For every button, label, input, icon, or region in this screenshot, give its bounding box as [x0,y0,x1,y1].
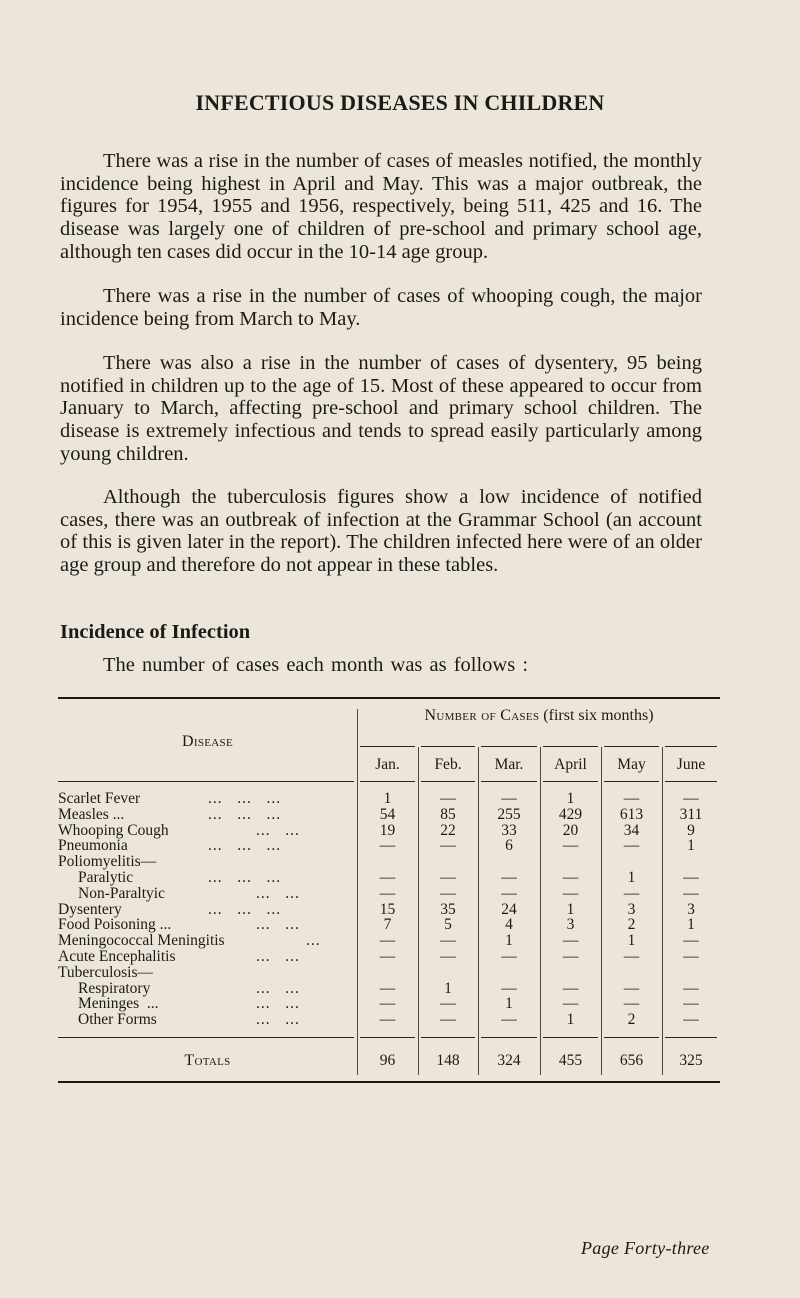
case-count: 4 [505,916,513,934]
leader-dots: ... ... [256,995,300,1013]
case-count: — [501,947,517,965]
case-count: 3 [566,916,575,934]
leader-dots: ... ... [256,1011,300,1029]
paragraph-text: There was a rise in the number of cases of whooping cough, the major incidence being from March to May. [60,285,702,330]
case-count: — [683,979,699,997]
disease-label: Acute Encephalitis [58,947,176,965]
total-value: 148 [436,1052,460,1069]
table-row [58,886,720,902]
case-count: — [440,790,456,807]
leader-dots: ... ... ... [208,868,282,886]
totals-rule [360,1037,415,1038]
table-row [58,791,720,807]
month-header: Jan. [375,756,400,773]
header-rule [360,781,415,782]
leader-dots: ... ... [256,884,300,902]
case-count: — [562,947,579,965]
case-count: — [501,1011,517,1029]
header-number-of-cases [358,707,720,725]
disease-label: Measles ... [58,805,125,823]
case-count: 1 [687,916,695,934]
case-count: 429 [558,805,583,823]
case-count: — [623,979,640,997]
case-count: — [440,868,456,886]
column-divider [540,747,541,1075]
total-value: 455 [558,1052,583,1069]
table-intro: The number of cases each month was as follows : [103,654,529,676]
total-value: 324 [497,1052,521,1069]
case-count: — [440,995,456,1013]
paragraph-measles [60,150,702,264]
case-count: — [379,884,396,902]
totals-rule [604,1037,659,1038]
header-rule [58,781,354,782]
case-count: 33 [501,821,517,839]
case-count: — [683,884,699,902]
paragraph-whooping-cough [60,285,702,330]
case-count: — [623,884,640,902]
disease-label: Scarlet Fever [58,790,141,807]
case-count: 6 [505,837,513,855]
case-count: — [623,947,640,965]
case-count: 3 [627,900,636,918]
case-count: 54 [379,805,396,823]
case-count: — [562,837,579,855]
case-count: — [501,868,517,886]
leader-dots: ... ... ... [208,900,282,918]
disease-label: Poliomyelitis— [58,853,157,871]
case-count: — [379,868,396,886]
case-count: 1 [505,932,513,950]
case-count: 1 [383,790,392,807]
month-header: May [617,756,646,773]
table-top-rule [58,697,720,699]
disease-label: Food Poisoning ... [58,916,172,934]
case-count: — [683,868,699,886]
case-count: 15 [379,900,396,918]
case-count: 85 [440,805,456,823]
table-row [58,838,720,854]
case-count: 20 [562,821,579,839]
total-value: 656 [619,1052,644,1069]
month-header: Feb. [434,756,462,773]
case-count: 311 [679,805,703,823]
page-number: Page Forty-three [581,1238,710,1258]
column-divider [662,747,663,1075]
case-count: — [501,884,517,902]
case-count: — [623,790,640,807]
case-count: — [562,868,579,886]
leader-dots: ... [306,932,321,950]
header-rule [481,746,537,747]
totals-rule [481,1037,537,1038]
disease-label: Respiratory [78,979,151,997]
header-rule [543,781,598,782]
paragraph-text: There was also a rise in the number of cases of dysentery, 95 being notified in children up to the age of 15. Most of these appeared to occur from January to March, affecting pre-school and primary school children. The disease is extremely infectious and tends to spread easily particularly among young children. [60,352,702,465]
case-count: 1 [627,868,636,886]
case-count: — [683,995,699,1013]
disease-label: Meninges ... [78,995,159,1013]
paragraph-dysentery [60,352,702,466]
case-count: 1 [566,900,575,918]
case-count: 1 [566,1011,575,1029]
case-count: — [562,979,579,997]
column-divider [601,747,602,1075]
case-count: 5 [444,916,452,934]
case-count: — [562,932,579,950]
case-count: 613 [619,805,644,823]
case-count: — [379,995,396,1013]
table-row [58,823,720,839]
case-count: 2 [627,916,636,934]
case-count: 7 [383,916,392,934]
disease-label: Tuberculosis— [58,963,154,981]
totals-rule [665,1037,717,1038]
header-rule [360,746,415,747]
table-row [58,807,720,823]
disease-label: Meningococcal Meningitis [58,932,225,950]
table-bottom-rule [58,1081,720,1083]
paragraph-tuberculosis [60,486,702,577]
case-count: — [501,790,517,807]
case-count: 9 [687,821,695,839]
case-count: 1 [627,932,636,950]
table-row [58,902,720,918]
case-count: 2 [627,1011,636,1029]
month-header: Mar. [494,756,524,773]
leader-dots: ... ... ... [208,805,282,823]
total-value: 96 [379,1052,396,1069]
case-count: 3 [687,900,695,918]
totals-rule [543,1037,598,1038]
column-divider [418,747,419,1075]
case-count: — [440,947,456,965]
case-count: — [440,884,456,902]
case-count: — [683,790,699,807]
case-count: 1 [687,837,695,855]
disease-label: Pneumonia [58,837,128,855]
paragraph-text: There was a rise in the number of cases of measles notified, the monthly incidence being highest in April and May. This was a major outbreak, the figures for 1954, 1955 and 1956, respectively, being 511, 425 and 16. The disease was largely one of children of pre-school and primary school age, although ten cases did occur in the 10-14 age group. [60,150,702,263]
table-row [58,981,720,997]
column-divider [357,709,358,1075]
column-divider [478,747,479,1075]
header-disease: Disease [182,733,233,750]
case-count: 34 [623,821,640,839]
table-row [58,996,720,1012]
month-header: June [676,756,706,773]
header-rule [421,781,475,782]
cases-table [58,697,720,1087]
header-group-suffix: (first six months) [539,707,654,724]
case-count: — [440,1011,456,1029]
case-count: 1 [444,979,452,997]
leader-dots: ... ... [256,979,300,997]
disease-label: Dysentery [58,900,122,918]
header-rule [604,781,659,782]
month-header: April [554,756,587,773]
case-count: — [379,979,396,997]
case-count: 35 [440,900,456,918]
case-count: 24 [501,900,517,918]
totals-rule [421,1037,475,1038]
case-count: — [379,947,396,965]
header-rule [665,781,717,782]
case-count: 255 [497,805,521,823]
leader-dots: ... ... ... [208,837,282,855]
table-row [58,965,720,981]
table-row [58,1012,720,1028]
table-row [58,949,720,965]
disease-label: Whooping Cough [58,821,169,839]
case-count: 19 [379,821,396,839]
leader-dots: ... ... [256,916,300,934]
leader-dots: ... ... ... [208,790,282,807]
case-count: — [379,1011,396,1029]
header-group-label: Number of Cases [424,707,540,724]
total-value: 325 [679,1052,703,1069]
case-count: — [440,932,456,950]
case-count: — [683,932,699,950]
table-row [58,870,720,886]
paragraph-text: Although the tuberculosis figures show a low incidence of notified cases, there was an outbreak of infection at the Grammar School (an account of this is given later in the report). The children infected here were of an older age group and therefore do not appear in these tables. [60,486,702,577]
disease-label: Paralytic [78,868,134,886]
case-count: — [379,932,396,950]
totals-rule [58,1037,354,1038]
header-rule [543,746,598,747]
table-row [58,917,720,933]
header-rule [665,746,717,747]
page-title: INFECTIOUS DISEASES IN CHILDREN [195,90,605,115]
case-count: — [623,995,640,1013]
case-count: — [562,995,579,1013]
case-count: 1 [566,790,575,807]
header-rule [421,746,475,747]
case-count: 1 [505,995,513,1013]
disease-label: Non-Paraltyic [78,884,165,902]
case-count: — [379,837,396,855]
section-heading: Incidence of Infection [60,621,251,643]
case-count: 22 [440,821,456,839]
table-row [58,933,720,949]
totals-label: Totals [184,1052,231,1069]
disease-label: Other Forms [78,1011,157,1029]
leader-dots: ... ... [256,821,300,839]
case-count: — [683,947,699,965]
header-rule [481,781,537,782]
case-count: — [501,979,517,997]
leader-dots: ... ... [256,947,300,965]
case-count: — [683,1011,699,1029]
case-count: — [623,837,640,855]
table-body [58,791,720,1028]
case-count: — [440,837,456,855]
header-rule [604,746,659,747]
table-row [58,854,720,870]
case-count: — [562,884,579,902]
